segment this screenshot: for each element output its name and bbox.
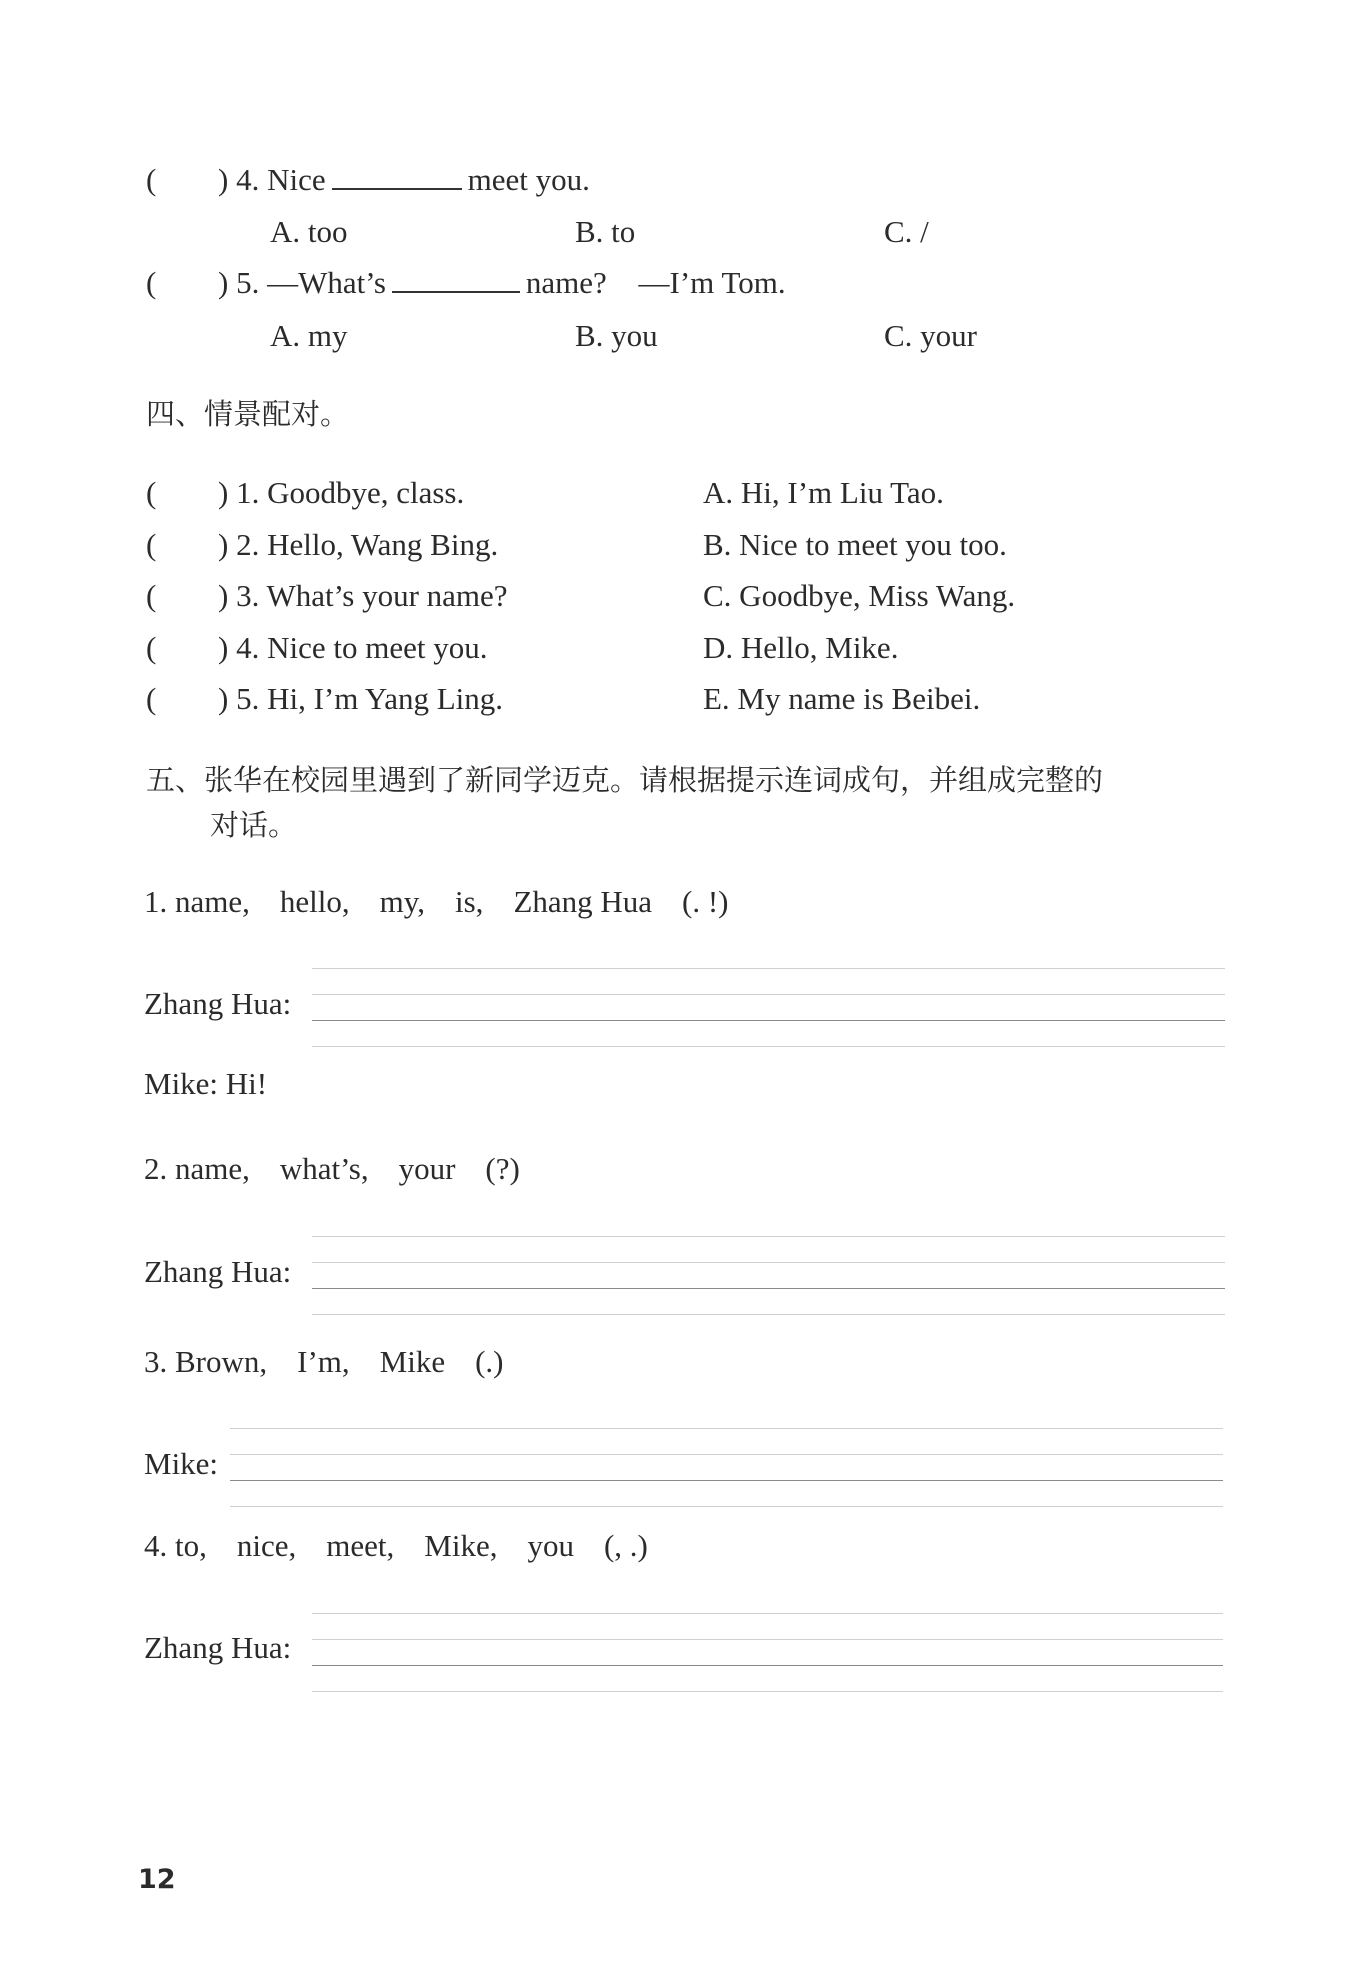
q4-option-b[interactable]: B. to — [575, 214, 636, 249]
item1-words — [144, 884, 759, 920]
match-right-a: A. Hi, I’m Liu Tao. — [703, 475, 944, 510]
item3-word: Mike — [379, 1344, 446, 1379]
item3-word: I’m, — [297, 1344, 350, 1379]
q5-pre: —What’s — [267, 265, 386, 300]
item4-guide-bottom — [312, 1691, 1223, 1692]
match-left-3-num: ) 3. — [218, 578, 260, 613]
q5-reply: —I’m Tom. — [638, 265, 786, 300]
match-right-b: B. Nice to meet you too. — [703, 527, 1007, 562]
match-left-3 — [218, 578, 508, 614]
q5-option-b[interactable]: B. you — [575, 318, 658, 353]
q5-post: name? — [525, 265, 607, 300]
section4-heading: 四、情景配对。 — [146, 397, 350, 431]
item1-speaker: Zhang Hua: — [144, 986, 292, 1021]
item2-speaker: Zhang Hua: — [144, 1254, 292, 1289]
item4-word: nice, — [236, 1528, 297, 1563]
match-left-2 — [218, 527, 498, 563]
item4-word: 4. to, — [144, 1528, 207, 1563]
item4-answer-line[interactable] — [312, 1665, 1223, 1666]
q5-stem — [218, 265, 786, 301]
match-left-5-text: Hi, I’m Yang Ling. — [267, 681, 504, 716]
item1-word: 1. name, — [144, 884, 250, 919]
item3-speaker: Mike: — [144, 1446, 219, 1481]
item4-words — [144, 1528, 678, 1564]
q4-stem — [218, 162, 590, 198]
item1-answer-line[interactable] — [312, 1020, 1225, 1021]
item4-guide-mid — [312, 1639, 1223, 1640]
item1-word: Zhang Hua — [513, 884, 653, 919]
item3-guide-bottom — [230, 1506, 1223, 1507]
item1-guide-mid — [312, 994, 1225, 995]
q4-pre: Nice — [267, 162, 326, 197]
q4-option-a[interactable]: A. too — [270, 214, 348, 249]
q4-close-paren: ) — [218, 162, 229, 197]
item1-word: (. !) — [682, 884, 729, 919]
match-left-1-text: Goodbye, class. — [267, 475, 465, 510]
item4-word: Mike, — [424, 1528, 498, 1563]
q5-option-a[interactable]: A. my — [270, 318, 348, 353]
item3-word: 3. Brown, — [144, 1344, 268, 1379]
q4-number: 4. — [236, 162, 260, 197]
item4-word: (, .) — [603, 1528, 648, 1563]
match-left-2-num: ) 2. — [218, 527, 260, 562]
q5-close-paren: ) — [218, 265, 229, 300]
item2-word: 2. name, — [144, 1151, 250, 1186]
item1-guide-bottom — [312, 1046, 1225, 1047]
q5-blank[interactable] — [392, 267, 520, 293]
item1-guide-top — [312, 968, 1225, 969]
match-left-4 — [218, 630, 487, 666]
item2-guide-mid — [312, 1262, 1225, 1263]
item3-guide-top — [230, 1428, 1223, 1429]
match-left-5 — [218, 681, 503, 717]
section5-heading-line1: 五、张华在校园里遇到了新同学迈克。请根据提示连词成句，并组成完整的 — [146, 763, 1104, 797]
item2-words — [144, 1151, 550, 1187]
match-left-1 — [218, 475, 464, 511]
match-left-4-num: ) 4. — [218, 630, 260, 665]
match-left-5-paren: ( — [146, 681, 157, 716]
q5-open-paren: ( — [146, 265, 157, 300]
item4-guide-top — [312, 1613, 1223, 1614]
section5-heading-line2: 对话。 — [210, 808, 298, 842]
item3-words — [144, 1344, 534, 1380]
page-number: 12 — [138, 1864, 176, 1895]
item2-guide-bottom — [312, 1314, 1225, 1315]
match-left-2-paren: ( — [146, 527, 157, 562]
item4-word: you — [527, 1528, 574, 1563]
match-left-3-text: What’s your name? — [266, 578, 508, 613]
q5-number: 5. — [236, 265, 260, 300]
item2-word: what’s, — [279, 1151, 369, 1186]
match-left-1-num: ) 1. — [218, 475, 260, 510]
item3-word: (.) — [475, 1344, 504, 1379]
q4-post: meet you. — [467, 162, 590, 197]
match-right-d: D. Hello, Mike. — [703, 630, 899, 665]
match-right-c: C. Goodbye, Miss Wang. — [703, 578, 1016, 613]
item2-word: (?) — [485, 1151, 520, 1186]
item2-word: your — [398, 1151, 456, 1186]
q4-open-paren: ( — [146, 162, 157, 197]
item3-answer-line[interactable] — [230, 1480, 1223, 1481]
item2-answer-line[interactable] — [312, 1288, 1225, 1289]
q5-option-c[interactable]: C. your — [884, 318, 977, 353]
item3-guide-mid — [230, 1454, 1223, 1455]
item4-word: meet, — [326, 1528, 395, 1563]
q4-row — [146, 162, 156, 198]
mike-reply: Mike: Hi! — [144, 1066, 268, 1101]
match-left-1-paren: ( — [146, 475, 157, 510]
match-left-2-text: Hello, Wang Bing. — [267, 527, 499, 562]
item4-speaker: Zhang Hua: — [144, 1630, 292, 1665]
item1-word: my, — [379, 884, 425, 919]
q4-blank[interactable] — [332, 164, 462, 190]
item1-word: is, — [455, 884, 484, 919]
match-right-e: E. My name is Beibei. — [703, 681, 981, 716]
match-left-3-paren: ( — [146, 578, 157, 613]
item2-guide-top — [312, 1236, 1225, 1237]
q4-option-c[interactable]: C. / — [884, 214, 929, 249]
match-left-5-num: ) 5. — [218, 681, 260, 716]
match-left-4-text: Nice to meet you. — [267, 630, 488, 665]
item1-word: hello, — [279, 884, 350, 919]
match-left-4-paren: ( — [146, 630, 157, 665]
